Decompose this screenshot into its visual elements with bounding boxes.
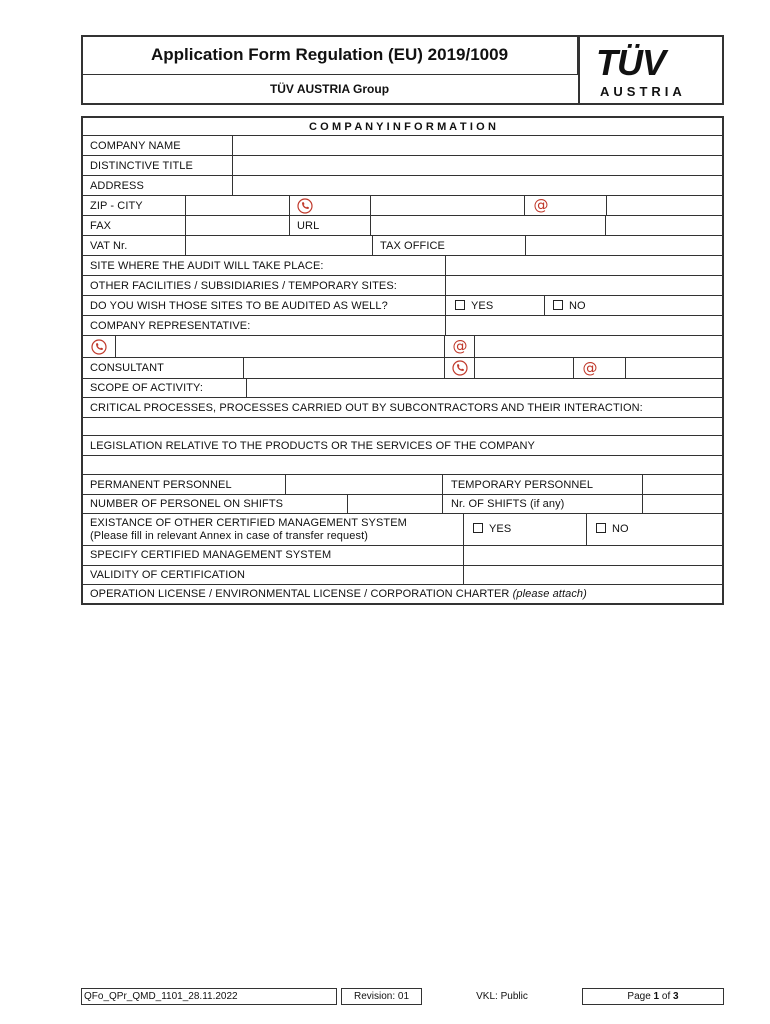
zip-city-field[interactable]: [185, 196, 290, 216]
company-rep-label: COMPANY REPRESENTATIVE:: [90, 320, 251, 332]
existance-no-text: NO: [612, 523, 629, 535]
vat-field[interactable]: [185, 236, 373, 256]
validity-label: VALIDITY OF CERTIFICATION: [90, 569, 246, 581]
yes-text: YES: [471, 300, 494, 312]
page-title: Application Form Regulation (EU) 2019/1009: [150, 45, 509, 64]
checkbox-existance-no[interactable]: [596, 523, 606, 533]
footer-revision: Revision: 01: [353, 991, 410, 1002]
consultant-at-icon: [582, 360, 598, 376]
at-icon: [533, 197, 549, 213]
company-name-field[interactable]: [232, 136, 722, 156]
footer-page: [582, 991, 724, 1002]
rep-email-field[interactable]: [474, 336, 722, 358]
address-label: ADDRESS: [90, 180, 144, 192]
checkbox-yes[interactable]: [455, 300, 465, 310]
tuv-logo: [596, 42, 706, 100]
svg-text:@: @: [533, 197, 549, 213]
critical-label: CRITICAL PROCESSES, PROCESSES CARRIED OUT BY SUBCONTRACTORS AND THEIR INTERACTION:: [90, 402, 643, 414]
consultant-phone-icon: [452, 360, 468, 376]
consultant-label: CONSULTANT: [90, 362, 164, 374]
fax-label: FAX: [90, 220, 112, 232]
phone-icon: [297, 198, 313, 214]
footer-vkl: VKL: Public: [476, 991, 528, 1002]
distinctive-title-field[interactable]: [232, 156, 722, 176]
tax-office-label: TAX OFFICE: [380, 240, 445, 252]
operation-label: [90, 588, 587, 600]
checkbox-existance-yes[interactable]: [473, 523, 483, 533]
shifts-nr-field[interactable]: [642, 495, 722, 514]
scope-field[interactable]: [246, 379, 722, 398]
url-field[interactable]: [370, 216, 606, 236]
legislation-field[interactable]: [83, 456, 722, 475]
footer-doc-id: QFo_QPr_QMD_1101_28.11.2022: [84, 991, 238, 1002]
url-label: URL: [297, 220, 320, 232]
email-field[interactable]: [606, 196, 722, 216]
critical-field[interactable]: [83, 418, 722, 436]
page-prefix: Page: [627, 991, 654, 1002]
svg-text:@: @: [582, 360, 598, 376]
logo-text-bottom: AUSTRIA: [600, 84, 686, 99]
temporary-field[interactable]: [642, 475, 722, 495]
audit-wish-label: DO YOU WISH THOSE SITES TO BE AUDITED AS WELL?: [90, 300, 388, 312]
logo-text-top: TÜV: [596, 42, 665, 83]
existance-no[interactable]: [596, 523, 629, 535]
zip-city-label: ZIP - CITY: [90, 200, 143, 212]
operation-note: (please attach): [512, 588, 587, 600]
tax-office-field[interactable]: [525, 236, 722, 256]
distinctive-title-label: DISTINCTIVE TITLE: [90, 160, 193, 172]
permanent-label: PERMANENT PERSONNEL: [90, 479, 232, 491]
temporary-label: TEMPORARY PERSONNEL: [451, 479, 594, 491]
company-rep-field[interactable]: [445, 316, 722, 336]
vat-label: VAT Nr.: [90, 240, 128, 252]
page-number: 1: [653, 991, 660, 1002]
rep-at-icon: [452, 338, 468, 354]
consultant-email-field[interactable]: [625, 358, 722, 379]
company-name-label: COMPANY NAME: [90, 140, 181, 152]
existance-note: (Please fill in relevant Annex in case of transfer request): [90, 530, 368, 542]
no-text: NO: [569, 300, 586, 312]
other-facilities-label: OTHER FACILITIES / SUBSIDIARIES / TEMPORARY SITES:: [90, 280, 397, 292]
operation-text: OPERATION LICENSE / ENVIRONMENTAL LICENSE / CORPORATION CHARTER: [90, 588, 510, 600]
shifts-number-label: NUMBER OF PERSONEL ON SHIFTS: [90, 498, 284, 510]
section-title: C O M P A N Y I N F O R M A T I O N: [308, 121, 497, 133]
checkbox-no[interactable]: [553, 300, 563, 310]
existance-yes[interactable]: [473, 523, 511, 535]
validity-field[interactable]: [463, 566, 722, 585]
phone-field[interactable]: [370, 196, 525, 216]
fax-field[interactable]: [185, 216, 290, 236]
rep-phone-icon: [91, 339, 107, 355]
site-audit-field[interactable]: [445, 256, 722, 276]
page-subtitle: TÜV AUSTRIA Group: [269, 82, 390, 96]
site-audit-label: SITE WHERE THE AUDIT WILL TAKE PLACE:: [90, 260, 324, 272]
legislation-label: LEGISLATION RELATIVE TO THE PRODUCTS OR THE SERVICES OF THE COMPANY: [90, 440, 535, 452]
specify-label: SPECIFY CERTIFIED MANAGEMENT SYSTEM: [90, 549, 332, 561]
scope-label: SCOPE OF ACTIVITY:: [90, 382, 204, 394]
existance-yes-text: YES: [489, 523, 512, 535]
consultant-field[interactable]: [243, 358, 445, 379]
consultant-phone-field[interactable]: [474, 358, 574, 379]
page-total: 3: [673, 991, 679, 1002]
permanent-field[interactable]: [285, 475, 443, 495]
address-field[interactable]: [232, 176, 722, 196]
specify-field[interactable]: [463, 546, 722, 566]
svg-text:@: @: [452, 338, 468, 354]
page-of: of: [659, 991, 674, 1002]
shifts-nr-label: Nr. OF SHIFTS (if any): [451, 498, 565, 510]
audit-wish-no[interactable]: [553, 300, 586, 312]
audit-wish-yes[interactable]: [455, 300, 493, 312]
other-facilities-field[interactable]: [445, 276, 722, 296]
rep-phone-field[interactable]: [115, 336, 445, 358]
shifts-number-field[interactable]: [347, 495, 443, 514]
existance-label: EXISTANCE OF OTHER CERTIFIED MANAGEMENT SYSTEM: [90, 517, 407, 529]
